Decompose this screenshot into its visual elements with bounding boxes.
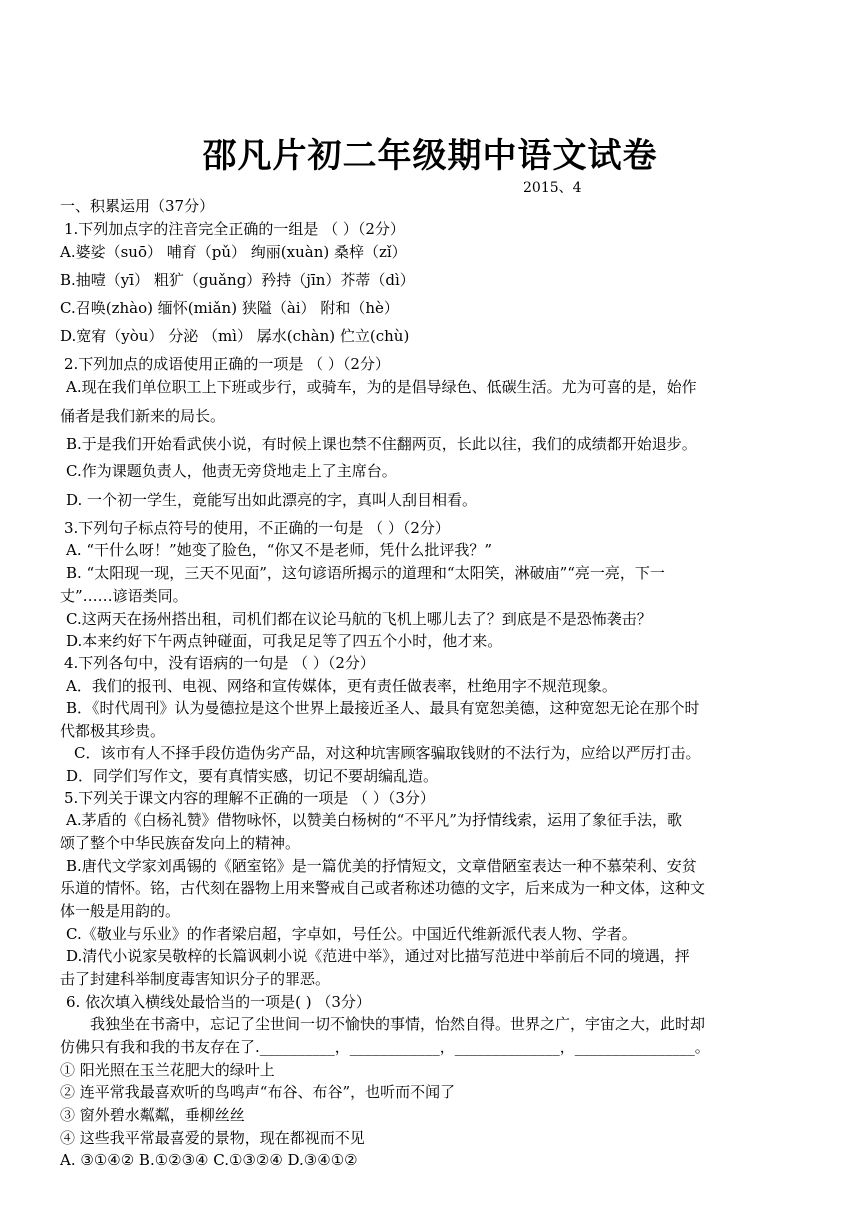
question-4-option-d: D．同学们写作文，要有真情实感，切记不要胡编乱造。	[66, 767, 439, 785]
question-2-option-a: A.现在我们单位职工上下班或步行，或骑车，为的是倡导绿色、低碳生活。尤为可喜的是，始作	[66, 378, 697, 396]
question-5-option-b-cont2: 体一般是用韵的。	[60, 902, 181, 920]
question-5-option-b: B.唐代文学家刘禹锡的《陋室铭》是一篇优美的抒情短文，文章借陋室表达一种不慕荣利、安贫	[66, 857, 697, 875]
question-2-option-b: B.于是我们开始看武侠小说，有时候上课也禁不住翻两页，长此以往，我们的成绩都开始退步。	[66, 435, 697, 453]
question-3-option-d: D.本来约好下午两点钟碰面，可我足足等了四五个小时，他才来。	[66, 632, 503, 650]
question-1-option-d: D.宽宥（yòu） 分泌 （mì） 孱水(chàn) 伫立(chù)	[60, 327, 410, 345]
question-3-option-a: A. “干什么呀！”她变了脸色，“你又不是老师，凭什么批评我？”	[66, 541, 493, 559]
question-1-option-c: C.召唤(zhào) 缅怀(miǎn) 狭隘（ài） 附和（hè）	[60, 299, 399, 317]
question-2-option-d: D. 一个初一学生，竟能写出如此漂亮的字，真叫人刮目相看。	[66, 491, 478, 509]
question-5-option-d: D.清代小说家吴敬梓的长篇讽刺小说《范进中举》，通过对比描写范进中举前后不同的境遇，抨	[66, 947, 690, 965]
question-2-option-a-cont: 俑者是我们新来的局长。	[60, 407, 226, 425]
question-4-option-c: C．该市有人不择手段仿造伪劣产品，对这种坑害顾客骗取钱财的不法行为，应给以严厉打击。	[74, 744, 701, 762]
question-6-item-1: ① 阳光照在玉兰花肥大的绿叶上	[60, 1061, 275, 1079]
exam-date: 2015、4	[523, 180, 582, 196]
question-5-option-a-cont: 颂了整个中华民族奋发向上的精神。	[60, 834, 301, 852]
question-3-option-c: C.这两天在扬州搭出租，司机们都在议论马航的飞机上哪儿去了？到底是不是恐怖袭击？	[66, 610, 652, 628]
question-5-option-c: C.《敬业与乐业》的作者梁启超，字卓如，号任公。中国近代维新派代表人物、学者。	[66, 925, 637, 943]
question-6-choices: A. ③①④② B.①②③④ C.①③②④ D.③④①②	[60, 1151, 358, 1169]
question-1-option-b: B.抽噎（yī） 粗犷（guǎng）矜持（jīn）芥蒂（dì）	[60, 271, 415, 289]
question-2-option-c: C.作为课题负责人，他责无旁贷地走上了主席台。	[66, 462, 397, 480]
question-5-option-a: A.茅盾的《白杨礼赞》借物咏怀，以赞美白杨树的“不平凡”为抒情线索，运用了象征手法，歌	[66, 811, 682, 829]
question-4-option-b: B．《时代周刊》认为曼德拉是这个世界上最接近圣人、最具有宽恕美德，这种宽恕无论在那个时	[66, 699, 700, 717]
question-4-option-a: A．我们的报刊、电视、网络和宣传媒体，更有责任做表率，杜绝用字不规范现象。	[66, 677, 617, 695]
question-3-option-b: B. “太阳现一现，三天不见面”，这句谚语所揭示的道理和“太阳笑，淋破庙”“亮一亮，下一	[66, 564, 665, 582]
page-title: 邵凡片初二年级期中语文试卷	[202, 136, 658, 176]
question-6-passage-cont: 仿佛只有我和我的书友存在了.__________，____________，______________，________________。	[60, 1038, 710, 1056]
question-4-option-b-cont: 代都极其珍贵。	[60, 722, 166, 740]
question-5-option-d-cont: 击了封建科举制度毒害知识分子的罪恶。	[60, 970, 331, 988]
question-6-item-3: ③ 窗外碧水粼粼，垂柳丝丝	[60, 1106, 245, 1124]
question-5-option-b-cont: 乐道的情怀。铭，古代刻在器物上用来警戒自己或者称述功德的文字，后来成为一种文体，这种文	[60, 879, 706, 897]
question-1-option-a: A.婆娑（suō） 哺育（pǔ） 绚丽(xuàn) 桑梓（zǐ）	[60, 243, 407, 261]
question-1-stem: 1.下列加点字的注音完全正确的一组是 （ ）（2分）	[64, 220, 405, 238]
question-4-stem: 4.下列各句中，没有语病的一句是 （ ）（2分）	[64, 654, 375, 672]
question-6-item-2: ② 连平常我最喜欢听的鸟鸣声“布谷、布谷”，也听而不闻了	[60, 1083, 456, 1101]
question-6-stem: 6. 依次填入横线处最恰当的一项是( ) （3分）	[66, 993, 371, 1011]
question-6-item-4: ④ 这些我平常最喜爱的景物，现在都视而不见	[60, 1129, 365, 1147]
question-5-stem: 5.下列关于课文内容的理解不正确的一项是 （ ）（3分）	[64, 789, 435, 807]
question-6-passage: 我独坐在书斋中，忘记了尘世间一切不愉快的事情，怡然自得。世界之广，宇宙之大，此时却	[90, 1015, 706, 1033]
question-3-stem: 3.下列句子标点符号的使用，不正确的一句是 （ ）（2分）	[64, 519, 450, 537]
question-3-option-b-cont: 丈”……谚语类同。	[60, 587, 188, 605]
section-heading: 一、积累运用（37分）	[60, 197, 215, 215]
question-2-stem: 2.下列加点的成语使用正确的一项是 （ ）（2分）	[64, 355, 390, 373]
